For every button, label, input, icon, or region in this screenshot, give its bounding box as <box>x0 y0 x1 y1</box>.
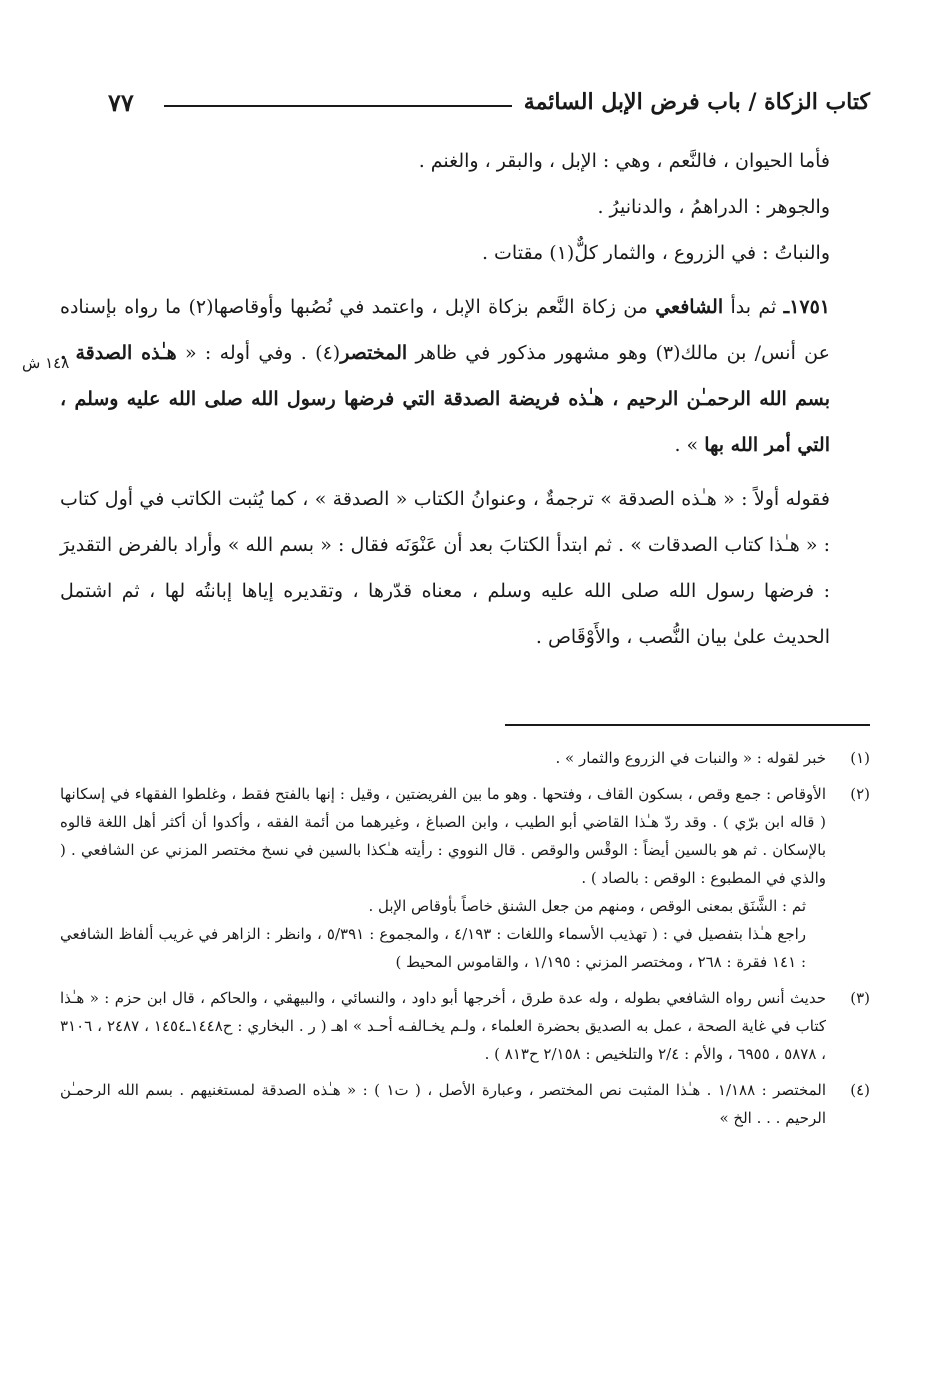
emphasis-shafii: الشافعي <box>655 296 724 318</box>
footnote-number: (١) <box>850 749 870 767</box>
header-rule <box>164 105 512 107</box>
text-run: (٤) . وفي أوله : « <box>176 342 341 364</box>
footnote-number: (٣) <box>850 989 870 1007</box>
footnote-3 <box>60 984 870 1068</box>
emphasis-mukhtasar: المختصر <box>340 342 408 364</box>
footnote-4 <box>60 1076 870 1132</box>
footnote-text: خبر لقوله : « والنبات في الزروع والثمار » . <box>555 749 826 767</box>
text-line: والنباتُ : في الزروع ، والثمار كلٌّ(١) مقتات . <box>481 242 830 264</box>
footnote-number: (٢) <box>850 785 870 803</box>
text-line: والجوهر : الدراهمُ ، والدنانيرُ . <box>597 196 830 218</box>
running-title: كتاب الزكاة / باب فرض الإبل السائمة <box>523 89 870 115</box>
footnote-text: حديث أنس رواه الشافعي بطوله ، وله عدة طرق ، أخرجها أبو داود ، والنسائي ، والبيهقي ، والحاكم ، قال ابن حزم : « هـٰذا كتاب في غاية الصحة ، عمل به الصديق بحضرة العلماء ، ولـم يخـالفـه أحـد » اهـ ( ر . البخاري : ح١٤٤٨ـ١٤٥٤ ، ٢٤٨٧ ، ٣١٠٦ ، ٥٨٧٨ ، ٦٩٥٥ ، والأم : ٢/٤ والتلخيص : ٢/١٥٨ ح٨١٣ ) . <box>60 989 826 1063</box>
page-number: ٧٧ <box>108 87 134 117</box>
footnote-text: راجع هـٰذا بتفصيل في : ( تهذيب الأسماء واللغات : ٤/١٩٣ ، والمجموع : ٥/٣٩١ ، وانظر : الزاهر في غريب ألفاظ الشافعي : ١٤١ فقرة : ٢٦٨ ، ومختصر المزني : ١/١٩٥ ، والقاموس المحيط ) <box>60 925 806 971</box>
footnote-text: الأوقاص : جمع وقص ، بسكون القاف ، وفتحها . وهو ما بين الفريضتين ، وقيل : إنها بالفتح فقط ، وغلطوا الفقهاء في إسكانها ( قاله ابن برّي ) . وقد ردّ هـٰذا القاضي أبو الطيب ، وابن الصباغ ، وغيرهما من أئمة الفقه ، وأكدوا أن أكثر أهل اللغة قالوه بالإسكان . ثم هو بالسين أيضاً : الوقْس والوقص . قال النووي : رأيته هـٰكذا بالسين في نسخ مختصر المزني عن الشافعي . ( والذي في المطبوع : الوقص : بالصاد ) . <box>60 785 826 887</box>
main-text <box>60 138 870 660</box>
margin-manuscript-ref: ١٤٨ ش <box>22 354 70 372</box>
footnote-text: ثم : الشَّنَق بمعنى الوقص ، ومنهم من جعل الشنق خاصاً بأوقاص الإبل . <box>368 897 806 915</box>
paragraph-1751 <box>60 284 870 468</box>
text-run: من زكاة النَّعم بزكاة الإبل ، واعتمد في نُصُبها وأوقاصها(٢) ما رواه بإسناده عن أنس/ بن مالك(٣) وهو مشهور مذكور في ظاهر <box>60 296 830 364</box>
footnote-text: المختصر : ١/١٨٨ . هـٰذا المثبت نص المختصر ، وعبارة الأصل ، ( ت١ ) : « هـٰذه الصدقة لمستغنيهم . بسم الله الرحمـٰن الرحيم . . . الخ » <box>60 1081 826 1127</box>
paragraph-commentary: فقوله أولاً : « هـٰذه الصدقة » ترجمةٌ ، وعنوانُ الكتاب « الصدقة » ، كما يُثبت الكاتب في أول كتاب : « هـٰذا كتاب الصدقات » . ثم ابتدأ الكتابَ بعد أن عَنْوَنَه فقال : « بسم الله » وأراد بالفرض التقديرَ : فرضها رسول الله صلى الله عليه وسلم ، معناه قدّرها ، وتقديره إياها إبانتُه لها ، ثم اشتمل الحديث علىٰ بيان النُّصب ، والأَوْقَاص . <box>60 488 830 648</box>
paragraph-number: ١٧٥١ـ <box>783 296 831 318</box>
footnote-number: (٤) <box>850 1081 870 1099</box>
text-line: فأما الحيوان ، فالنَّعم ، وهي : الإبل ، والبقر ، والغنم . <box>418 150 830 172</box>
footnote-2 <box>60 780 870 976</box>
running-header <box>108 84 870 120</box>
hadith-quote: هـٰذه الصدقة . بسم الله الرحمـٰن الرحيم ، هـٰذه فريضة الصدقة التي فرضها رسول الله صلى الله عليه وسلم ، التي أمر الله بها <box>60 342 830 456</box>
text-run: » . <box>674 434 705 456</box>
text-run: ثم بدأ <box>730 296 777 318</box>
footnotes <box>60 744 870 1140</box>
footnote-1 <box>60 744 870 772</box>
footnote-separator <box>505 724 870 726</box>
